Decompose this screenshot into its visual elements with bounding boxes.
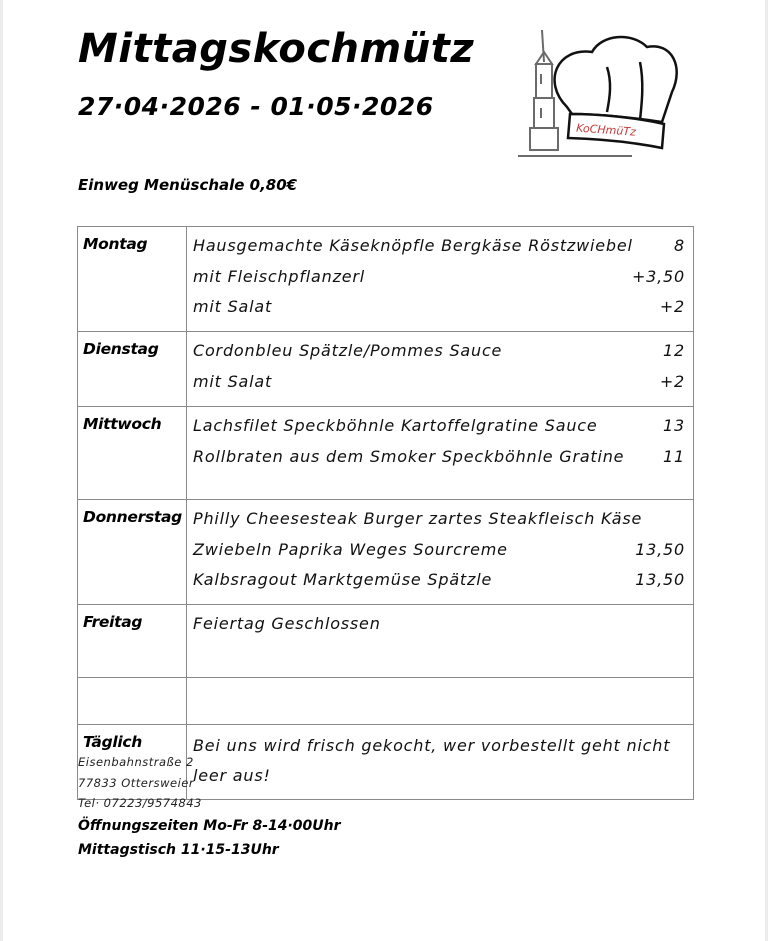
lunch-hours: Mittagstisch 11·15-13Uhr xyxy=(78,841,279,858)
dish-name: mit Fleischpflanzerl xyxy=(193,266,366,286)
dish-name: Lachsfilet Speckböhnle Kartoffelgratine Sauce xyxy=(193,416,598,435)
dish-name: Rollbraten aus dem Smoker Speckböhnle Gratine xyxy=(193,446,625,466)
address-city: 77833 Ottersweier xyxy=(78,775,195,790)
dish-list xyxy=(187,678,694,725)
weekly-menu-table xyxy=(77,226,694,800)
dish-name: mit Salat xyxy=(193,371,273,391)
dish-list xyxy=(187,407,694,500)
menu-item xyxy=(193,336,685,367)
day-label: Donnerstag xyxy=(78,500,187,605)
chef-hat-logo xyxy=(512,22,692,162)
logo-text: KoCHmüTz xyxy=(575,121,637,139)
table-row-montag xyxy=(78,227,694,332)
menu-item xyxy=(193,367,685,398)
dish-price: +2 xyxy=(659,297,685,316)
table-row-empty xyxy=(78,678,694,725)
dish-price: 13,50 xyxy=(635,539,685,559)
table-row-dienstag xyxy=(78,332,694,407)
tray-note: Einweg Menüschale 0,80€ xyxy=(78,176,298,194)
day-label: Montag xyxy=(78,227,187,332)
page-title: Mittagskochmütz xyxy=(78,26,475,72)
dish-name: Feiertag Geschlossen xyxy=(193,614,381,633)
menu-item xyxy=(193,442,685,473)
dish-name: Philly Cheesesteak Burger zartes Steakfleisch Käse xyxy=(193,509,643,528)
menu-item xyxy=(193,231,685,262)
opening-hours: Öffnungszeiten Mo-Fr 8-14·00Uhr xyxy=(78,817,341,834)
menu-item xyxy=(193,262,685,293)
dish-list xyxy=(187,227,694,332)
table-row-freitag xyxy=(78,605,694,678)
dish-name: Kalbsragout Marktgemüse Spätzle xyxy=(193,570,493,589)
page-edge-left xyxy=(0,0,3,941)
table-row-donnerstag xyxy=(78,500,694,605)
daily-note: Bei uns wird frisch gekocht, wer vorbestellt geht nicht leer aus! xyxy=(193,736,671,785)
table-row-mittwoch xyxy=(78,407,694,500)
menu-item xyxy=(193,565,685,596)
menu-item xyxy=(193,609,685,640)
dish-list xyxy=(187,500,694,605)
dish-name: Zwiebeln Paprika Weges Sourcreme xyxy=(193,539,508,559)
day-label: Täglich xyxy=(78,725,187,800)
day-label: Freitag xyxy=(78,605,187,678)
date-range: 27·04·2026 - 01·05·2026 xyxy=(78,92,434,121)
day-label xyxy=(78,678,187,725)
menu-item xyxy=(193,292,685,323)
dish-price: 8 xyxy=(674,236,685,255)
day-label: Dienstag xyxy=(78,332,187,407)
dish-price: +2 xyxy=(659,371,685,391)
dish-price: 13,50 xyxy=(635,570,685,589)
menu-item xyxy=(193,411,685,442)
contact-footer xyxy=(78,752,341,862)
dish-price: +3,50 xyxy=(631,266,685,286)
menu-item xyxy=(193,504,685,535)
phone-number: Tel· 07223/9574843 xyxy=(78,796,202,810)
menu-item xyxy=(193,535,685,566)
address-street: Eisenbahnstraße 2 xyxy=(78,755,194,769)
dish-name: Hausgemachte Käseknöpfle Bergkäse Röstzwiebel xyxy=(193,236,633,255)
day-label: Mittwoch xyxy=(78,407,187,500)
dish-price: 12 xyxy=(663,341,685,360)
dish-list xyxy=(187,605,694,678)
dish-price: 13 xyxy=(663,416,685,435)
dish-price: 11 xyxy=(663,446,685,466)
dish-name: Cordonbleu Spätzle/Pommes Sauce xyxy=(193,341,503,360)
dish-list xyxy=(187,332,694,407)
dish-name: mit Salat xyxy=(193,297,273,316)
